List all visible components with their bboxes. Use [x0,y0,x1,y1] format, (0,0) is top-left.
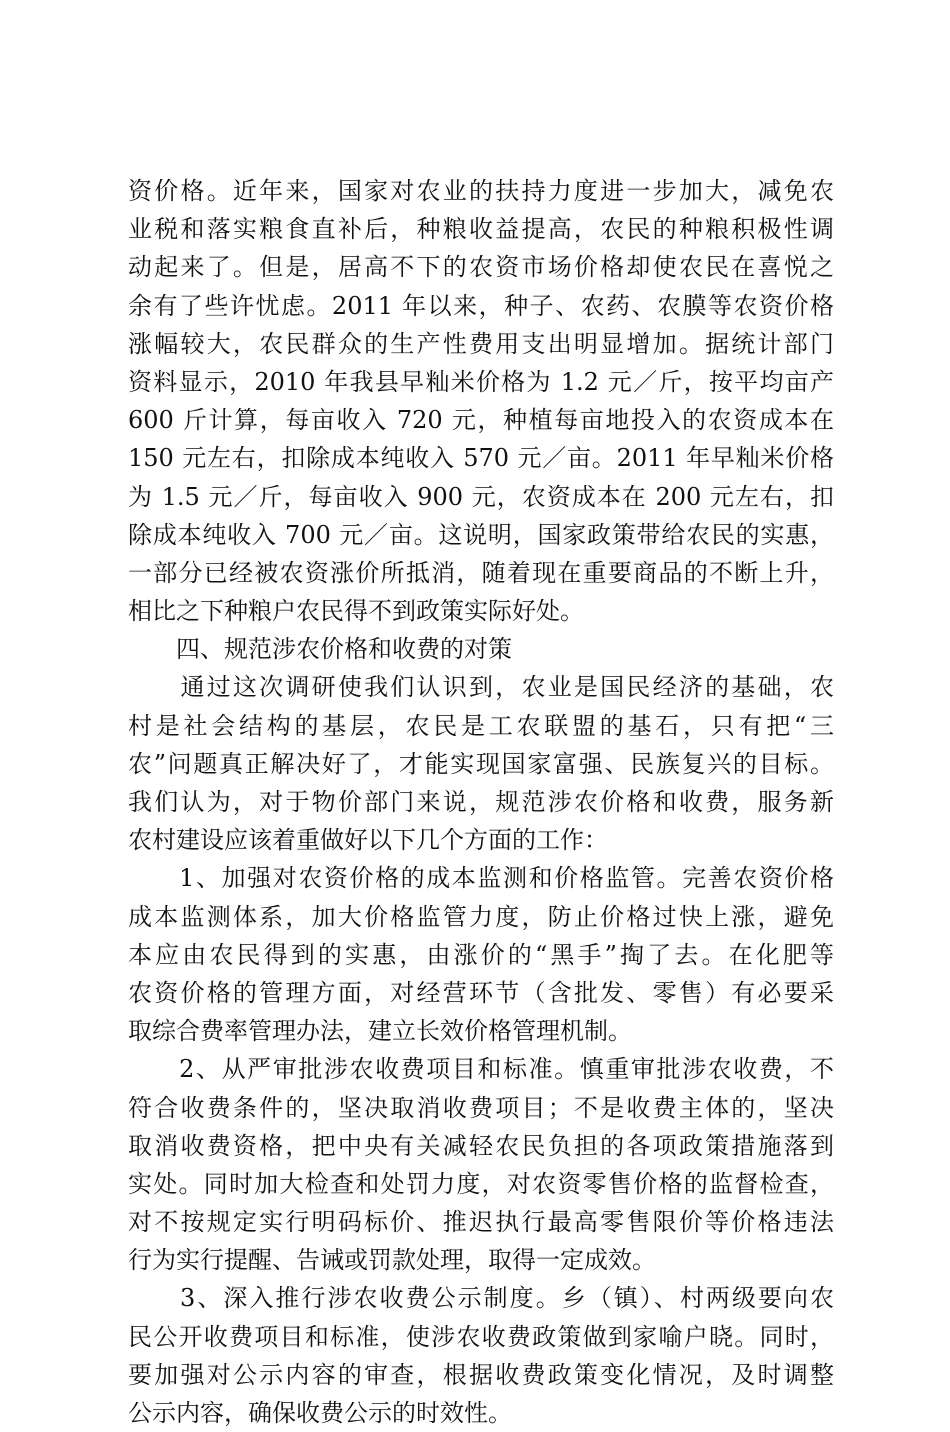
text-line: 业税和落实粮食直补后，种粮收益提高，农民的种粮积极性调 [128,215,834,244]
text-line: 3、深入推行涉农收费公示制度。乡（镇）、村两级要向农 [128,1284,834,1313]
text-line: 相比之下种粮户农民得不到政策实际好处。 [128,597,584,626]
text-line: 通过这次调研使我们认识到，农业是国民经济的基础，农 [128,673,834,702]
text-line: 取消收费资格，把中央有关减轻农民负担的各项政策措施落到 [128,1131,834,1160]
text-line: 1、加强对农资价格的成本监测和价格监管。完善农资价格 [128,864,834,893]
text-line: 民公开收费项目和标准，使涉农收费政策做到家喻户晓。同时， [128,1322,834,1351]
text-line: 2、从严审批涉农收费项目和标准。慎重审批涉农收费，不 [128,1055,834,1084]
text-line: 资料显示，2010 年我县早籼米价格为 1.2 元／斤，按平均亩产 [128,367,834,396]
body-text [128,172,834,1432]
text-line: 150 元左右，扣除成本纯收入 570 元／亩。2011 年早籼米价格 [128,444,834,473]
text-line: 农”问题真正解决好了，才能实现国家富强、民族复兴的目标。 [128,749,834,778]
text-line: 除成本纯收入 700 元／亩。这说明，国家政策带给农民的实惠， [128,520,834,549]
text-line: 对不按规定实行明码标价、推迟执行最高零售限价等价格违法 [128,1208,834,1237]
text-line: 动起来了。但是，居高不下的农资市场价格却使农民在喜悦之 [128,253,834,282]
section-heading: 四、规范涉农价格和收费的对策 [128,635,512,664]
text-line: 符合收费条件的，坚决取消收费项目；不是收费主体的，坚决 [128,1093,834,1122]
text-line: 实处。同时加大检查和处罚力度，对农资零售价格的监督检查， [128,1169,834,1198]
text-line: 成本监测体系，加大价格监管力度，防止价格过快上涨，避免 [128,902,834,931]
text-line: 涨幅较大，农民群众的生产性费用支出明显增加。据统计部门 [128,329,834,358]
text-line: 本应由农民得到的实惠，由涨价的“黑手”掏了去。在化肥等 [128,940,834,969]
text-line: 资价格。近年来，国家对农业的扶持力度进一步加大，减免农 [128,177,834,205]
text-line: 村是社会结构的基层，农民是工农联盟的基石，只有把“三 [128,711,834,740]
text-line: 行为实行提醒、告诫或罚款处理，取得一定成效。 [128,1246,656,1275]
text-line: 公示内容，确保收费公示的时效性。 [128,1399,512,1427]
text-line: 为 1.5 元／斤，每亩收入 900 元，农资成本在 200 元左右，扣 [128,482,834,511]
text-line: 农资价格的管理方面，对经营环节（含批发、零售）有必要采 [128,978,834,1007]
text-line: 余有了些许忧虑。2011 年以来，种子、农药、农膜等农资价格 [128,291,834,320]
text-line: 600 斤计算，每亩收入 720 元，种植每亩地投入的农资成本在 [128,406,834,435]
text-line: 一部分已经被农资涨价所抵消，随着现在重要商品的不断上升， [128,558,834,587]
text-line: 要加强对公示内容的审查，根据收费政策变化情况，及时调整 [128,1360,834,1389]
text-line: 农村建设应该着重做好以下几个方面的工作： [128,826,608,855]
text-line: 我们认为，对于物价部门来说，规范涉农价格和收费，服务新 [128,788,834,816]
text-line: 取综合费率管理办法，建立长效价格管理机制。 [128,1017,632,1046]
